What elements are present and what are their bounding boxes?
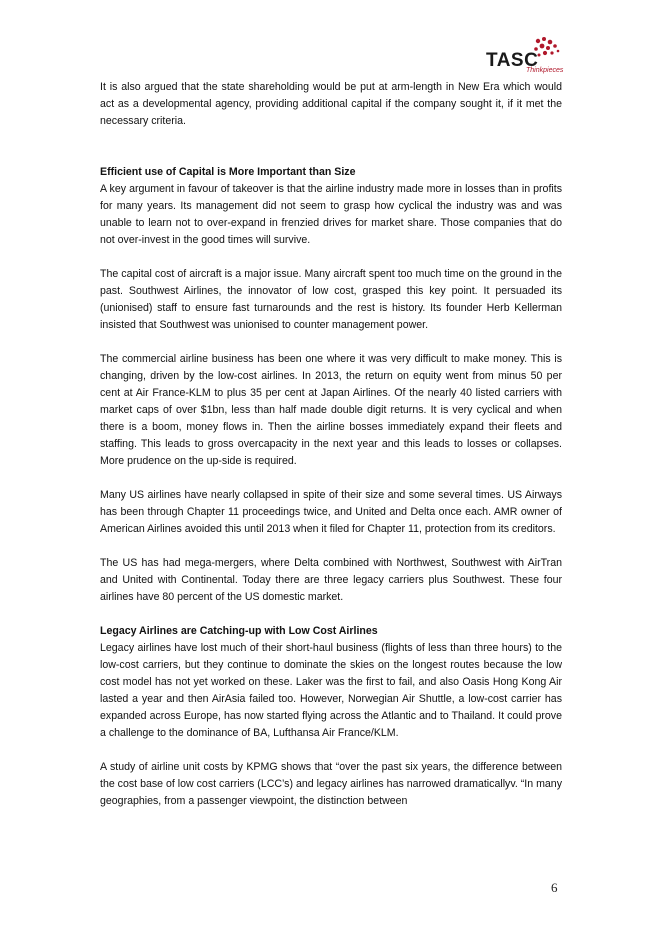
- heading-efficient-capital: Efficient use of Capital is More Important than Size: [100, 166, 356, 178]
- spacer: [100, 147, 562, 164]
- logo-subtitle: Thinkpieces: [526, 67, 564, 74]
- paragraph-kpmg-study: A study of airline unit costs by KPMG shows that “over the past six years, the difference between the cost base of low cost carriers (LCC’s) and legacy airlines has narrowed dramaticallyv. “In many geographies, from a passenger viewpoint, the distinction between: [100, 761, 562, 807]
- paragraph-state-shareholding: It is also argued that the state shareholding would be put at arm-length in New Era which would act as a developmental agency, providing additional capital if the company sought it, if it met the necessary criteria.: [100, 81, 562, 127]
- heading-legacy-airlines: Legacy Airlines are Catching-up with Low Cost Airlines: [100, 625, 378, 637]
- paragraph-commercial-airline: The commercial airline business has been one where it was very difficult to make money. This is changing, driven by the low-cost airlines. In 2013, the return on equity went from minus 50 per cent at Air France-KLM to plus 35 per cent at Japan Airlines. Of the nearly 40 listed carriers with market caps of over $1bn, less than half made double digit returns. It is very cyclical and when there is a boom, money flows in. Then the airline bosses immediately expand their fleets and staffing. This leads to gross overcapacity in the next year and this leads to losses or collapses. More prudence on the up-side is required.: [100, 353, 562, 467]
- paragraph-us-airlines: Many US airlines have nearly collapsed in spite of their size and some several times. US Airways has been through Chapter 11 proceedings twice, and United and Delta once each. AMR owner of American Airlines avoided this until 2013 when it filed for Chapter 11, protection from its creditors.: [100, 489, 562, 535]
- paragraph-legacy-short-haul: Legacy airlines have lost much of their short-haul business (flights of less than three hours) to the low-cost carriers, but they continue to dominate the skies on the longest routes because the low cost model has not yet worked on these. Laker was the first to fail, and also Oasis Hong Kong Air lasted a year and then AirAsia failed too. However, Norwegian Air Shuttle, a low-cost carrier has expanded across Europe, has now started flying across the Atlantic and to Thailand. It could prove a challenge to the dominance of BA, Lufthansa Air France/KLM.: [100, 642, 562, 739]
- paragraph-takeover-argument: A key argument in favour of takeover is that the airline industry made more in losses than in profits for many years. Its management did not seem to grasp how cyclical the industry was and was unable to learn not to over-expand in frenzied drives for market share. Those companies that do not over-invest in the good times will survive.: [100, 183, 562, 246]
- paragraph-mega-mergers: The US has had mega-mergers, where Delta combined with Northwest, Southwest with AirTran and United with Continental. Today there are three legacy carriers plus Southwest. These four airlines have 80 percent of the US domestic market.: [100, 557, 562, 603]
- paragraph-capital-cost: The capital cost of aircraft is a major issue. Many aircraft spent too much time on the ground in the past. Southwest Airlines, the innovator of low cost, grasped this key point. It persuaded its (unionised) staff to ensure fast turnarounds and the rest is history. Its founder Herb Kellerman insisted that Southwest was unionised to counter management power.: [100, 268, 562, 331]
- logo-text: TASC: [486, 50, 539, 71]
- tasc-logo: [486, 36, 566, 74]
- page-number: 6: [551, 880, 558, 895]
- document-body: [100, 79, 562, 810]
